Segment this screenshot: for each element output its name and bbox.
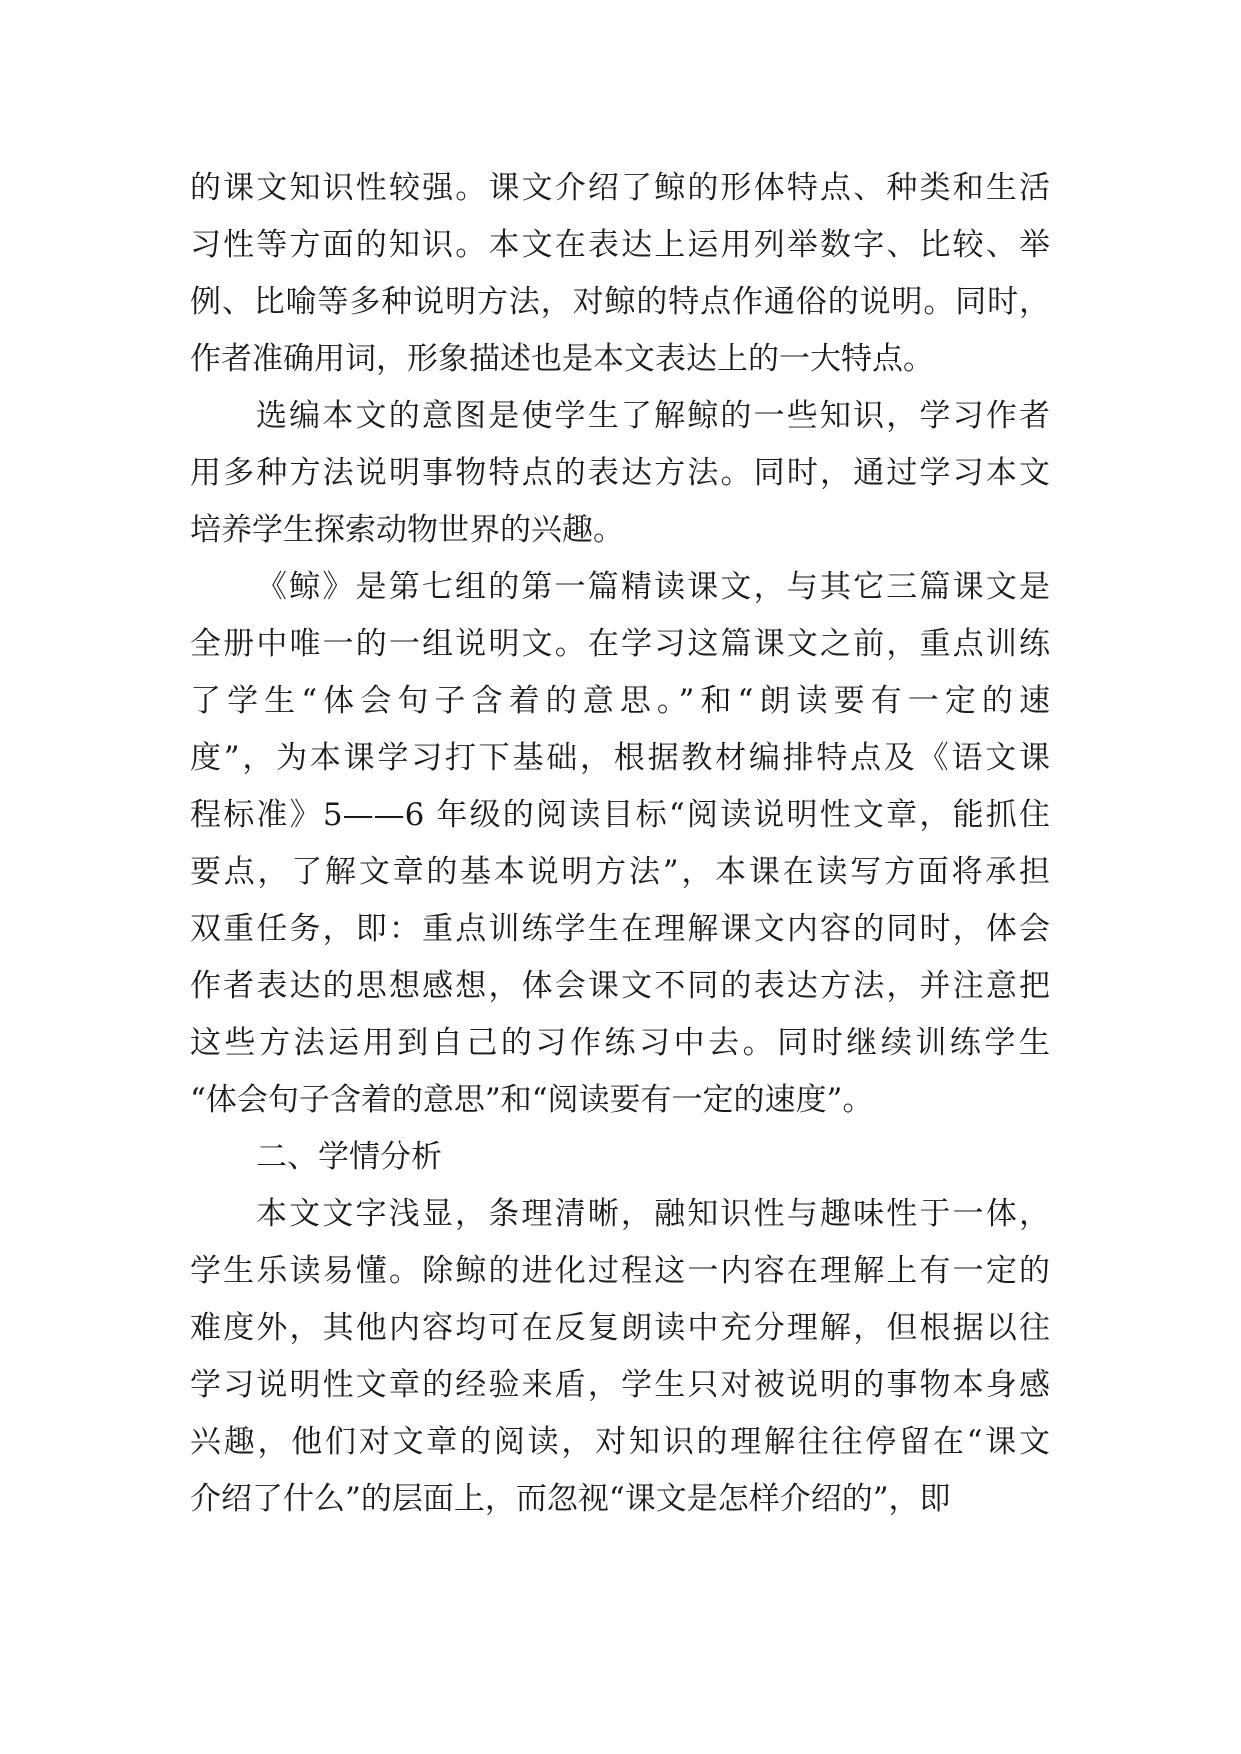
- text-line: 《鲸》是第七组的第一篇精读课文，与其它三篇课文是: [256, 569, 1050, 605]
- text-line: 作者准确用词，形象描述也是本文表达上的一大特点。: [190, 341, 934, 377]
- text-line: “体会句子含着的意思”和“阅读要有一定的速度”。: [190, 1082, 874, 1118]
- text-line: 兴趣，他们对文章的阅读，对知识的理解往往停留在“课文: [190, 1424, 1050, 1460]
- text-line: 了学生“体会句子含着的意思。”和“朗读要有一定的速: [190, 683, 1050, 719]
- text-line: 要点，了解文章的基本说明方法”，本课在读写方面将承担: [190, 854, 1050, 890]
- section-heading-student-analysis: [190, 1129, 1050, 1186]
- text-line: 学生乐读易懂。除鲸的进化过程这一内容在理解上有一定的: [190, 1253, 1050, 1289]
- text-line: 双重任务，即：重点训练学生在理解课文内容的同时，体会: [190, 911, 1050, 947]
- text-line: 程标准》5——6 年级的阅读目标“阅读说明性文章，能抓住: [190, 797, 1050, 833]
- text-line: 二、学情分析: [256, 1139, 442, 1175]
- paragraph-textbook-features: [190, 160, 1050, 388]
- text-line: 选编本文的意图是使学生了解鲸的一些知识，学习作者: [256, 398, 1050, 434]
- text-line: 例、比喻等多种说明方法，对鲸的特点作通俗的说明。同时，: [190, 284, 1050, 320]
- text-line: 学习说明性文章的经验来盾，学生只对被说明的事物本身感: [190, 1367, 1050, 1403]
- text-line: 难度外，其他内容均可在反复朗读中充分理解，但根据以往: [190, 1310, 1050, 1346]
- body-text: [190, 160, 1050, 1528]
- text-line: 习性等方面的知识。本文在表达上运用列举数字、比较、举: [190, 227, 1050, 263]
- text-line: 的课文知识性较强。课文介绍了鲸的形体特点、种类和生活: [190, 170, 1050, 206]
- paragraph-unit-position: [190, 559, 1050, 1129]
- paragraph-editing-intent: [190, 388, 1050, 559]
- text-line: 培养学生探索动物世界的兴趣。: [190, 512, 624, 548]
- text-line: 这些方法运用到自己的习作练习中去。同时继续训练学生: [190, 1025, 1050, 1061]
- text-line: 介绍了什么”的层面上，而忽视“课文是怎样介绍的”，即: [190, 1481, 951, 1517]
- text-line: 本文文字浅显，条理清晰，融知识性与趣味性于一体，: [256, 1196, 1050, 1232]
- text-line: 度”，为本课学习打下基础，根据教材编排特点及《语文课: [190, 740, 1050, 776]
- paragraph-student-analysis: [190, 1186, 1050, 1528]
- text-line: 作者表达的思想感想，体会课文不同的表达方法，并注意把: [190, 968, 1050, 1004]
- text-line: 用多种方法说明事物特点的表达方法。同时，通过学习本文: [190, 455, 1050, 491]
- text-line: 全册中唯一的一组说明文。在学习这篇课文之前，重点训练: [190, 626, 1050, 662]
